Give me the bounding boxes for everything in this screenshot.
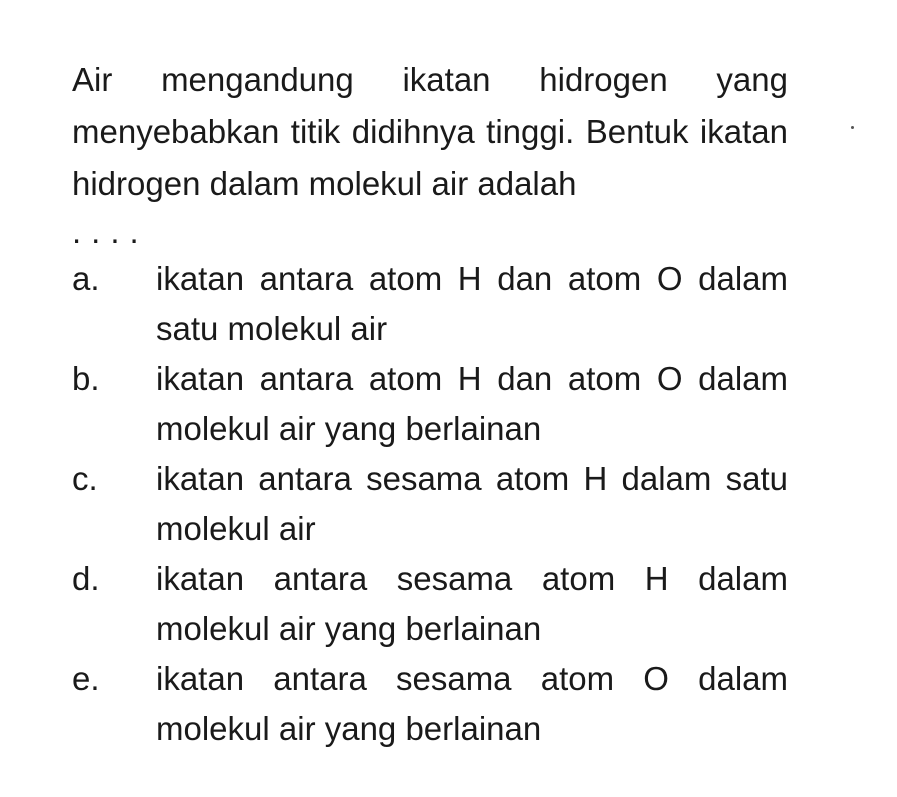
answer-options [72,254,788,754]
option-letter: e. [72,660,100,697]
option-letter: c. [72,460,98,497]
option-text: ikatan antara sesama atom H dalam molekul air yang berlainan [156,560,788,647]
question-text: Air mengandung ikatan hidrogen yang menyebabkan titik didihnya tinggi. Bentuk ikatan hidrogen dalam molekul air adalah [72,61,788,202]
option-d[interactable] [72,554,788,654]
option-c[interactable] [72,454,788,554]
option-letter: b. [72,360,100,397]
option-e[interactable] [72,654,788,754]
scan-speck [851,126,854,129]
option-text: ikatan antara atom H dan atom O dalam molekul air yang berlainan [156,360,788,447]
question-ellipsis: .... [72,213,149,250]
option-b[interactable] [72,354,788,454]
question-container [72,54,788,754]
option-text: ikatan antara sesama atom H dalam satu molekul air [156,460,788,547]
option-letter: a. [72,260,100,297]
option-text: ikatan antara sesama atom O dalam molekul air yang berlainan [156,660,788,747]
option-letter: d. [72,560,100,597]
option-a[interactable] [72,254,788,354]
option-text: ikatan antara atom H dan atom O dalam satu molekul air [156,260,788,347]
